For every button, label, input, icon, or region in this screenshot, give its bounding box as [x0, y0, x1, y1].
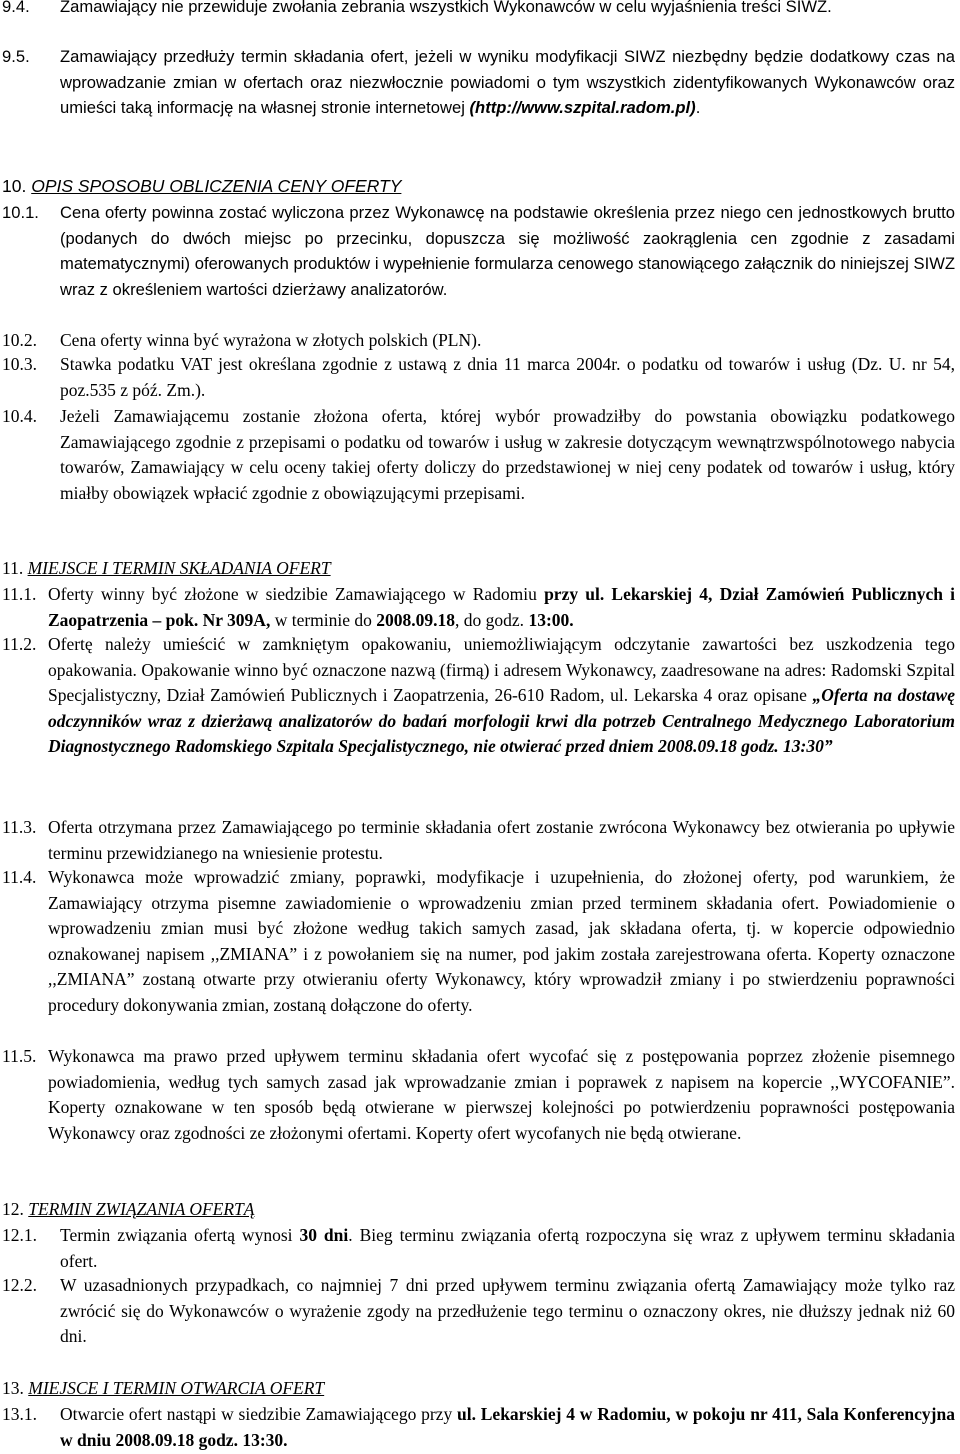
section-11-5 [0, 1044, 955, 1146]
heading-13 [2, 1376, 324, 1401]
section-10-4 [0, 404, 955, 506]
section-10-1 [0, 200, 955, 302]
section-11-3 [0, 815, 955, 866]
item-number: 9.4. [2, 0, 30, 16]
section-11-1: 11.1. Oferty winny być złożone w siedzibie Zamawiającego w Radomiu przy ul. Lekarskiej 4, Dział Zamówień Publicznych i Zaopatrzenia – pok. Nr 309A, w terminie do 2008.09.18, do godz. 13:00. [2, 584, 955, 630]
section-11-2: 11.2. Ofertę należy umieścić w zamkniętym opakowaniu, uniemożliwiającym odczytanie zawartości bez uszkodzenia tego opakowania. Opakowanie winno być oznaczone nazwą (firmą) i adresem Wykonawcy, zaadresowane na adres: Radomski Szpital Specjalistyczny, Dział Zamówień Publicznych i Zaopatrzenia, 26-610 Radom, ul. Lekarska 4 oraz opisane „Oferta na dostawę odczynników wraz z dzierżawą analizatorów do badań morfologii krwi dla potrzeb Centralnego Medycznego Laboratorium Diagnostycznego Radomskiego Szpitala Specjalistycznego, nie otwierać przed dniem 2008.09.18 godz. 13:30” [2, 634, 955, 757]
section-12-2 [0, 1273, 955, 1350]
item-number: 10.1. [2, 203, 39, 222]
item-text: Cena oferty powinna zostać wyliczona przez Wykonawcę na podstawie określenia przez niego cen jednostkowych brutto (podanych do dwóch miejsc po przecinku, dopuszcza się możliwość zaokrąglenia cen zgodnie z zasadami matematycznymi) oferowanych produktów i wypełnienie formularza cenowego stanowiącego załącznik do niniejszej SIWZ wraz z określeniem wartości dzierżawy analizatorów. [60, 203, 955, 299]
item-number: 13.1. [2, 1404, 37, 1424]
item-text: Wykonawca ma prawo przed upływem terminu składania ofert wycofać się z postępowania poprzez złożenie pisemnego powiadomienia, według tych samych zasad jak wprowadzanie zmian i poprawek z napisem na kopercie ,,WYCOFANIE”. Koperty oznakowane w ten sposób będą otwierane w pierwszej kolejności po potwierdzeniu poprawności postępowania Wykonawcy oraz zgodności ze złożonymi ofertami. Koperty ofert wycofanych nie będą otwierane. [48, 1046, 955, 1143]
website-link[interactable]: (http://www.szpital.radom.pl) [469, 98, 696, 118]
item-text: W uzasadnionych przypadkach, co najmniej 7 dni przed upływem terminu związania ofertą Zamawiający może tylko raz zwrócić się do Wykonawców o wyrażenie zgody na przedłużenie tego terminu o oznaczony okres, nie dłuższy jednak niż 60 dni. [60, 1275, 955, 1347]
item-number: 10.3. [2, 354, 37, 374]
heading-12 [2, 1197, 254, 1222]
item-text: Stawka podatku VAT jest określana zgodnie z ustawą z dnia 11 marca 2004r. o podatku od towarów i usług (Dz. U. nr 54, poz.535 z póź. Zm.). [60, 354, 955, 400]
item-number: 10.4. [2, 406, 37, 426]
section-10-3 [0, 352, 955, 403]
envelope-label: „Oferta na dostawę odczynników wraz z dzierżawą analizatorów do badań morfologii krwi dla potrzeb Centralnego Medycznego Laboratorium Diagnostycznego Radomskiego Szpitala Specjalistycznego, nie otwierać przed dniem 2008.09.18 godz. 13:30” [48, 685, 955, 757]
section-9-5: 9.5. Zamawiający przedłuży termin składania ofert, jeżeli w wyniku modyfikacji SIWZ niezbędny będzie dodatkowy czas na wprowadzanie zmian w ofertach oraz niezwłocznie powiadomi o tym wszystkich zidentyfikowanych Wykonawców oraz umieści taką informację na własnej stronie internetowej (http://www.szpital.radom.pl). [0, 44, 955, 121]
item-text: Oferta otrzymana przez Zamawiającego po terminie składania ofert zostanie zwrócona Wykonawcy bez otwierania po upływie terminu przewidzianego na wniesienie protestu. [48, 817, 955, 863]
item-number: 11.3. [2, 817, 37, 837]
heading-title: TERMIN ZWIĄZANIA OFERTĄ [28, 1199, 255, 1219]
item-text: Wykonawca może wprowadzić zmiany, poprawki, modyfikacje i uzupełnienia, do złożonej oferty, pod warunkiem, że Zamawiający otrzyma pisemne zawiadomienie o wprowadzeniu zmian przed terminem składania ofert. Powiadomienie o wprowadzeniu zmian musi być złożone według takich samych zasad, jak składana oferta, tj. w kopercie odpowiednio oznakowanej napisem ,,ZMIANA” i z powołaniem się na numer, pod jakim została zarejestrowana oferta. Koperty oznaczone ,,ZMIANA” zostaną otwarte przy otwieraniu oferty Wykonawcy, który wprowadził zmiany i po stwierdzeniu poprawności procedury dokonywania zmian, zostaną dołączone do oferty. [48, 867, 955, 1015]
heading-11 [2, 556, 331, 581]
item-number: 11.1. [2, 584, 37, 604]
item-number: 12.1. [2, 1225, 37, 1245]
section-11-4 [0, 865, 955, 1019]
section-9-4 [0, 0, 955, 20]
section-12-1: 12.1. Termin związania ofertą wynosi 30 dni. Bieg terminu związania ofertą rozpoczyna się wraz z upływem terminu składania ofert. [2, 1225, 955, 1271]
item-number: 11.5. [2, 1046, 37, 1066]
heading-title: MIEJSCE I TERMIN OTWARCIA OFERT [28, 1378, 325, 1398]
item-text: Jeżeli Zamawiającemu zostanie złożona oferta, której wybór prowadziłby do powstania obowiązku podatkowego Zamawiającego zgodnie z przepisami o podatku od towarów i usług w zakresie dotyczącym wewnątrzwspólnotowego nabycia towarów, Zamawiający w celu oceny takiej oferty doliczy do przedstawionej w niej ceny podatek od towarów i usług, który miałby obowiązek wpłacić zgodnie z obowiązującymi przepisami. [60, 406, 955, 503]
heading-number: 13. [2, 1378, 24, 1398]
heading-number: 12. [2, 1199, 24, 1219]
item-number: 11.2. [2, 634, 37, 654]
item-text: Zamawiający przedłuży termin składania ofert, jeżeli w wyniku modyfikacji SIWZ niezbędny będzie dodatkowy czas na wprowadzanie zmian w ofertach oraz niezwłocznie powiadomi o tym wszystkich zidentyfikowanych Wykonawców oraz umieści taką informację na własnej stronie internetowej [60, 47, 955, 118]
heading-number: 11. [2, 558, 24, 578]
heading-number: 10. [2, 176, 27, 196]
item-number: 10.2. [2, 330, 37, 350]
section-13-1: 13.1. Otwarcie ofert nastąpi w siedzibie Zamawiającego przy ul. Lekarskiej 4 w Radomiu, w pokoju nr 411, Sala Konferencyjna w dniu 2008.09.18 godz. 13:30. [2, 1404, 955, 1450]
section-10-2 [0, 328, 955, 354]
heading-10 [2, 174, 401, 199]
item-number: 9.5. [2, 47, 30, 66]
heading-title: OPIS SPOSOBU OBLICZENIA CENY OFERTY [31, 176, 402, 196]
heading-title: MIEJSCE I TERMIN SKŁADANIA OFERT [27, 558, 331, 578]
item-text: Zamawiający nie przewiduje zwołania zebrania wszystkich Wykonawców w celu wyjaśnienia treści SIWZ. [60, 0, 832, 16]
item-number: 12.2. [2, 1275, 37, 1295]
item-number: 11.4. [2, 867, 37, 887]
item-text: Cena oferty winna być wyrażona w złotych polskich (PLN). [60, 330, 482, 350]
